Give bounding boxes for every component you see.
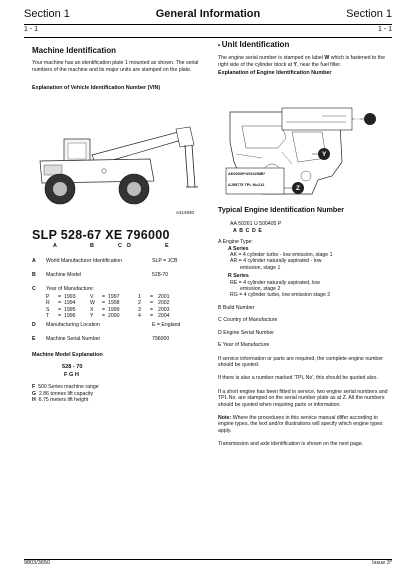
header-rule-2 — [24, 37, 392, 38]
year-cell: = — [102, 313, 106, 320]
year-cell: = — [102, 294, 106, 300]
year-cell: 2 — [138, 300, 141, 307]
year-cell: 1999 — [108, 306, 120, 313]
engine-type: A Engine Type: A Series AK = 4 cylinder turbo - low emission, stage 1 AR = 4 cylinder naturally aspirated - low emission, stage 1 R Series RE = 4 cylinder naturally aspirated, low emission, stage 2 RG = 4 cylinder turbo, low emission stage 2 — [218, 239, 333, 299]
page-header — [24, 8, 392, 24]
para-transmission: Transmission and axle identification is shown on the next page. — [218, 441, 364, 448]
para-short-engine: If a short engine has been fitted in service, two engine serial numbers and TPL No. are stamped on the serial number plate as at Z. All the numbers should be quoted when requiring parts or information. — [218, 388, 388, 408]
year-cell: 3 — [138, 306, 141, 313]
model-item-f: F 500 Series machine range — [32, 384, 99, 391]
vin-letter-a: A — [53, 243, 57, 249]
vin-letter-b: B — [90, 243, 94, 249]
engine-expl-title: Explanation of Engine Identification Number — [218, 70, 332, 77]
machine-illustration — [30, 115, 198, 210]
plate-line-2: AJ59775 TPL M=212 — [228, 183, 265, 187]
typical-title: Typical Engine Identification Number — [218, 205, 345, 214]
vin-letter-c: C — [118, 243, 122, 249]
year-cell: Y — [90, 313, 94, 320]
vin-number: SLP 528-67 XE 796000 — [32, 228, 170, 242]
year-cell: = — [150, 300, 154, 307]
model-letters: F G H — [64, 371, 79, 378]
vin-letter-d: D — [127, 243, 131, 249]
right-column-lower — [218, 207, 390, 448]
section-left: Section 1 — [24, 8, 70, 20]
year-cell: P — [46, 294, 50, 300]
vin-row-a: A World Manufacturer Identification SLP = JCB — [32, 258, 178, 264]
item-d: D Engine Serial Number — [218, 329, 274, 336]
model-items — [32, 384, 202, 403]
note: Note: Where the procedures in this service manual differ according to engine types, the text and/or illustrations will specify which engine types apply. — [218, 414, 383, 434]
year-cell: 1996 — [64, 313, 76, 320]
model-expl-title: Machine Model Explanation — [32, 352, 103, 358]
year-cell: 2004 — [158, 313, 170, 320]
item-e: E Year of Manufacture — [218, 342, 270, 349]
year-cell: 4 — [138, 313, 141, 320]
typical-code: AA 50261 U 500405 P — [230, 221, 282, 228]
vin-expl-title: Explanation of Vehicle Identification Number (VIN) — [32, 85, 161, 92]
year-cell: = — [58, 294, 62, 300]
typical-letters: A B C D E — [233, 227, 263, 234]
plate-line-1: AK00000*U510258B* — [228, 172, 266, 176]
figure-code: A314930 — [176, 210, 195, 215]
machine-id-title: Machine Identification — [32, 46, 117, 55]
callout-w: W — [354, 116, 361, 123]
item-c: C Country of Manufacture — [218, 317, 278, 324]
year-cell: 2003 — [158, 306, 170, 313]
year-cell: 1997 — [108, 294, 120, 300]
year-cell: 2002 — [158, 300, 170, 307]
para-tpl: If there is also a number marked 'TPL No', this should be quoted also. — [218, 375, 378, 382]
footer-issue: Issue 3* — [372, 560, 392, 566]
item-b: B Build Number — [218, 304, 255, 311]
footer-doc-number: 9803/3650 — [24, 560, 50, 566]
year-cell: 1993 — [64, 294, 76, 300]
year-cell: = — [102, 306, 106, 313]
model-item-h: H 6.75 meters lift height — [32, 397, 89, 404]
vin-row-c: C Year of Manufacture: — [32, 286, 94, 292]
header-rule — [24, 24, 392, 25]
callout-z: Z — [296, 185, 300, 192]
callout-y: Y — [322, 151, 327, 158]
page-footer — [24, 560, 392, 570]
year-cell: 1995 — [64, 306, 76, 313]
para-service: If service information or parts are required, the complete engine number should be quoted. — [218, 355, 383, 368]
vin-row-e: E Machine Serial Number 796000 — [32, 336, 170, 342]
year-cell: W — [90, 300, 95, 307]
year-cell: T — [46, 313, 50, 320]
year-cell: V — [90, 294, 94, 300]
model-code: 528 - 70 — [62, 364, 83, 371]
year-cell: 1994 — [64, 300, 76, 307]
page-number-left: 1 - 1 — [24, 26, 39, 33]
year-cell: 2000 — [108, 313, 120, 320]
vin-table — [32, 258, 202, 403]
vin-row-b: B Machine Model 528-70 — [32, 272, 169, 278]
year-cell: = — [58, 313, 62, 320]
model-item-g: G 2.86 tonnes lift capacity — [32, 390, 94, 397]
unit-id-text: The engine serial number is stamped on label W which is fastened to the right side of the cylinder block at Y, near the fuel filter. — [218, 55, 385, 68]
year-cell: R — [46, 300, 50, 307]
year-cell: = — [58, 306, 62, 313]
year-cell: = — [150, 313, 154, 320]
left-column — [32, 48, 200, 92]
vin-letter-e: E — [165, 243, 169, 249]
year-table — [32, 294, 202, 322]
year-cell: 2001 — [158, 294, 170, 300]
year-cell: 1998 — [108, 300, 120, 307]
machine-id-text: Your machine has an identification plate 1 mounted as shown. The serial numbers of the machine and its major units are stamped on the plate. — [32, 60, 199, 73]
year-cell: S — [46, 306, 50, 313]
page-title: General Information — [155, 8, 261, 20]
year-cell: X — [90, 306, 94, 313]
year-cell: = — [102, 300, 106, 307]
year-cell: = — [150, 294, 154, 300]
section-right: Section 1 — [346, 8, 392, 20]
unit-id-title: • Unit Identification — [218, 40, 290, 49]
year-cell: 1 — [138, 294, 141, 300]
page-number-right: 1 - 1 — [377, 26, 392, 33]
year-cell: = — [150, 306, 154, 313]
vin-row-d: D Manufacturing Location E = England — [32, 322, 181, 328]
year-cell: = — [58, 300, 62, 307]
right-column — [218, 42, 390, 77]
